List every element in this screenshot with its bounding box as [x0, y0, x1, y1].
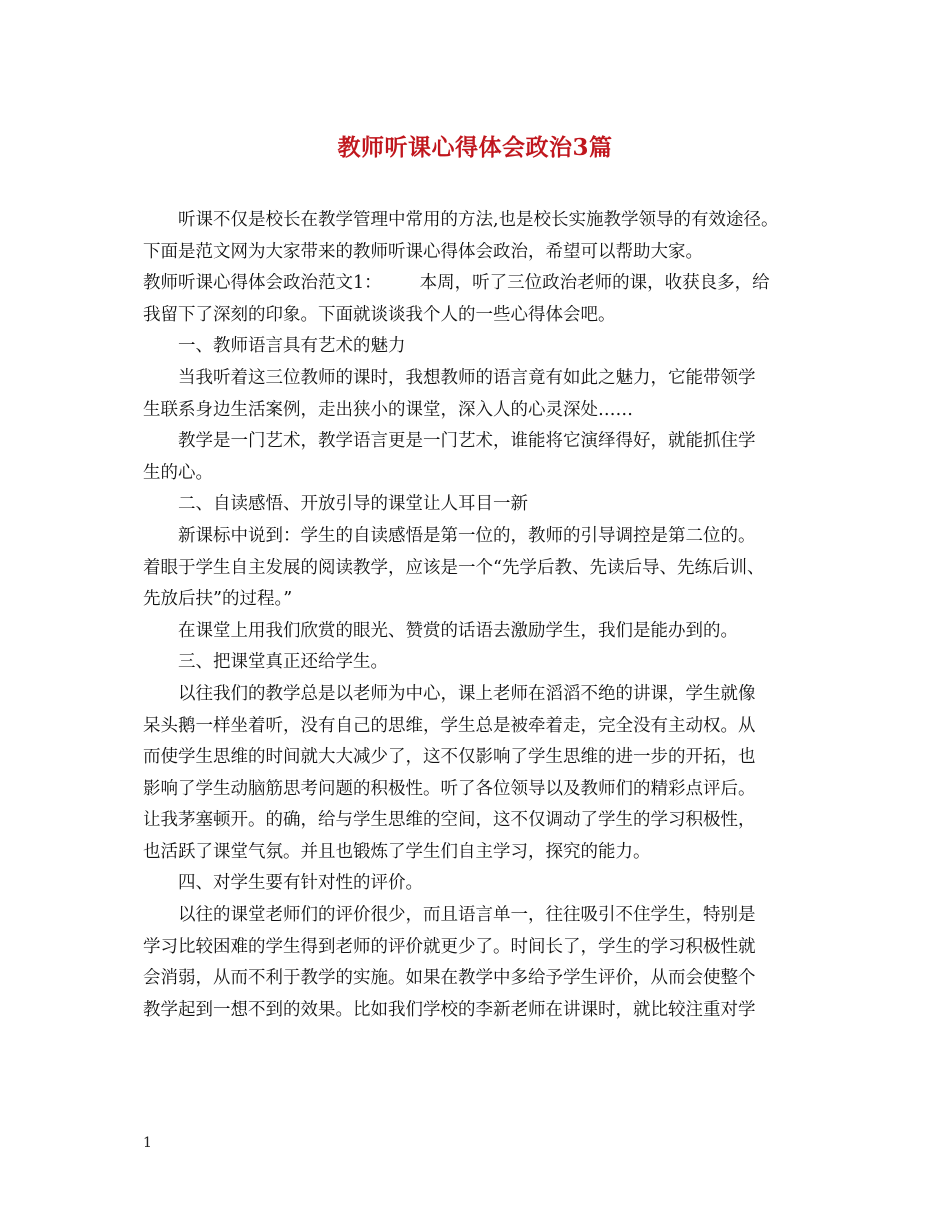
essay-1-opening: 本周，听了三位政治老师的课，收获良多，给	[419, 273, 770, 294]
section-3-p1-line-3: 而使学生思维的时间就大大减少了，这不仅影响了学生思维的进一步的开拓，也	[143, 747, 756, 768]
section-1-heading: 一、教师语言具有艺术的魅力	[178, 336, 406, 357]
section-2-p1-line-1: 新课标中说到：学生的自读感悟是第一位的，教师的引导调控是第二位的。	[178, 525, 756, 546]
section-4-p1-line-3: 会消弱，从而不利于教学的实施。如果在教学中多给予学生评价，从而会使整个	[143, 968, 756, 989]
section-2-p1-line-3: 先放后扶”的过程。”	[143, 589, 293, 610]
section-1-p2-line-2: 生的心。	[143, 462, 213, 483]
section-1-p1-line-1: 当我听着这三位教师的课时，我想教师的语言竟有如此之魅力，它能带领学	[178, 367, 756, 388]
essay-1-opening-cont: 我留下了深刻的印象。下面就谈谈我个人的一些心得体会吧。	[143, 304, 616, 325]
section-3-p1-line-4: 影响了学生动脑筋思考问题的积极性。听了各位领导以及教师们的精彩点评后。	[143, 778, 756, 799]
section-3-p1-line-5: 让我茅塞顿开。的确，给与学生思维的空间，这不仅调动了学生的学习积极性，	[143, 810, 756, 831]
section-4-heading: 四、对学生要有针对性的评价。	[178, 873, 423, 894]
section-4-p1-line-4: 教学起到一想不到的效果。比如我们学校的李新老师在讲课时，就比较注重对学	[143, 999, 756, 1020]
page-number: 1	[143, 1135, 152, 1151]
section-1-p2-line-1: 教学是一门艺术，教学语言更是一门艺术，谁能将它演绎得好，就能抓住学	[178, 431, 756, 452]
section-3-p1-line-1: 以往我们的教学总是以老师为中心，课上老师在滔滔不绝的讲课，学生就像	[178, 683, 756, 704]
essay-1-label: 教师听课心得体会政治范文1：	[143, 273, 382, 294]
section-3-p1-line-6: 也活跃了课堂气氛。并且也锻炼了学生们自主学习，探究的能力。	[143, 841, 651, 862]
section-4-p1-line-1: 以往的课堂老师们的评价很少，而且语言单一，往往吸引不住学生，特别是	[178, 905, 756, 926]
essay-1-opening-line	[143, 268, 823, 300]
document-title: 教师听课心得体会政治3篇	[337, 134, 613, 161]
section-3-heading: 三、把课堂真正还给学生。	[178, 652, 388, 673]
section-2-p2-line-1: 在课堂上用我们欣赏的眼光、赞赏的话语去激励学生，我们是能办到的。	[178, 620, 738, 641]
section-3-p1-line-2: 呆头鹅一样坐着听，没有自己的思维，学生总是被牵着走，完全没有主动权。从	[143, 715, 756, 736]
section-2-p1-line-2: 着眼于学生自主发展的阅读教学，应该是一个“先学后教、先读后导、先练后训、	[143, 557, 765, 578]
section-4-p1-line-2: 学习比较困难的学生得到老师的评价就更少了。时间长了，学生的学习积极性就	[143, 936, 756, 957]
section-1-p1-line-2: 生联系身边生活案例，走出狭小的课堂，深入人的心灵深处……	[143, 399, 633, 420]
section-2-heading: 二、自读感悟、开放引导的课堂让人耳目一新	[178, 494, 528, 515]
intro-line-1: 听课不仅是校长在教学管理中常用的方法,也是校长实施教学领导的有效途径。	[178, 210, 779, 230]
intro-line-2: 下面是范文网为大家带来的教师听课心得体会政治，希望可以帮助大家。	[143, 241, 703, 262]
document-body	[143, 205, 823, 1026]
